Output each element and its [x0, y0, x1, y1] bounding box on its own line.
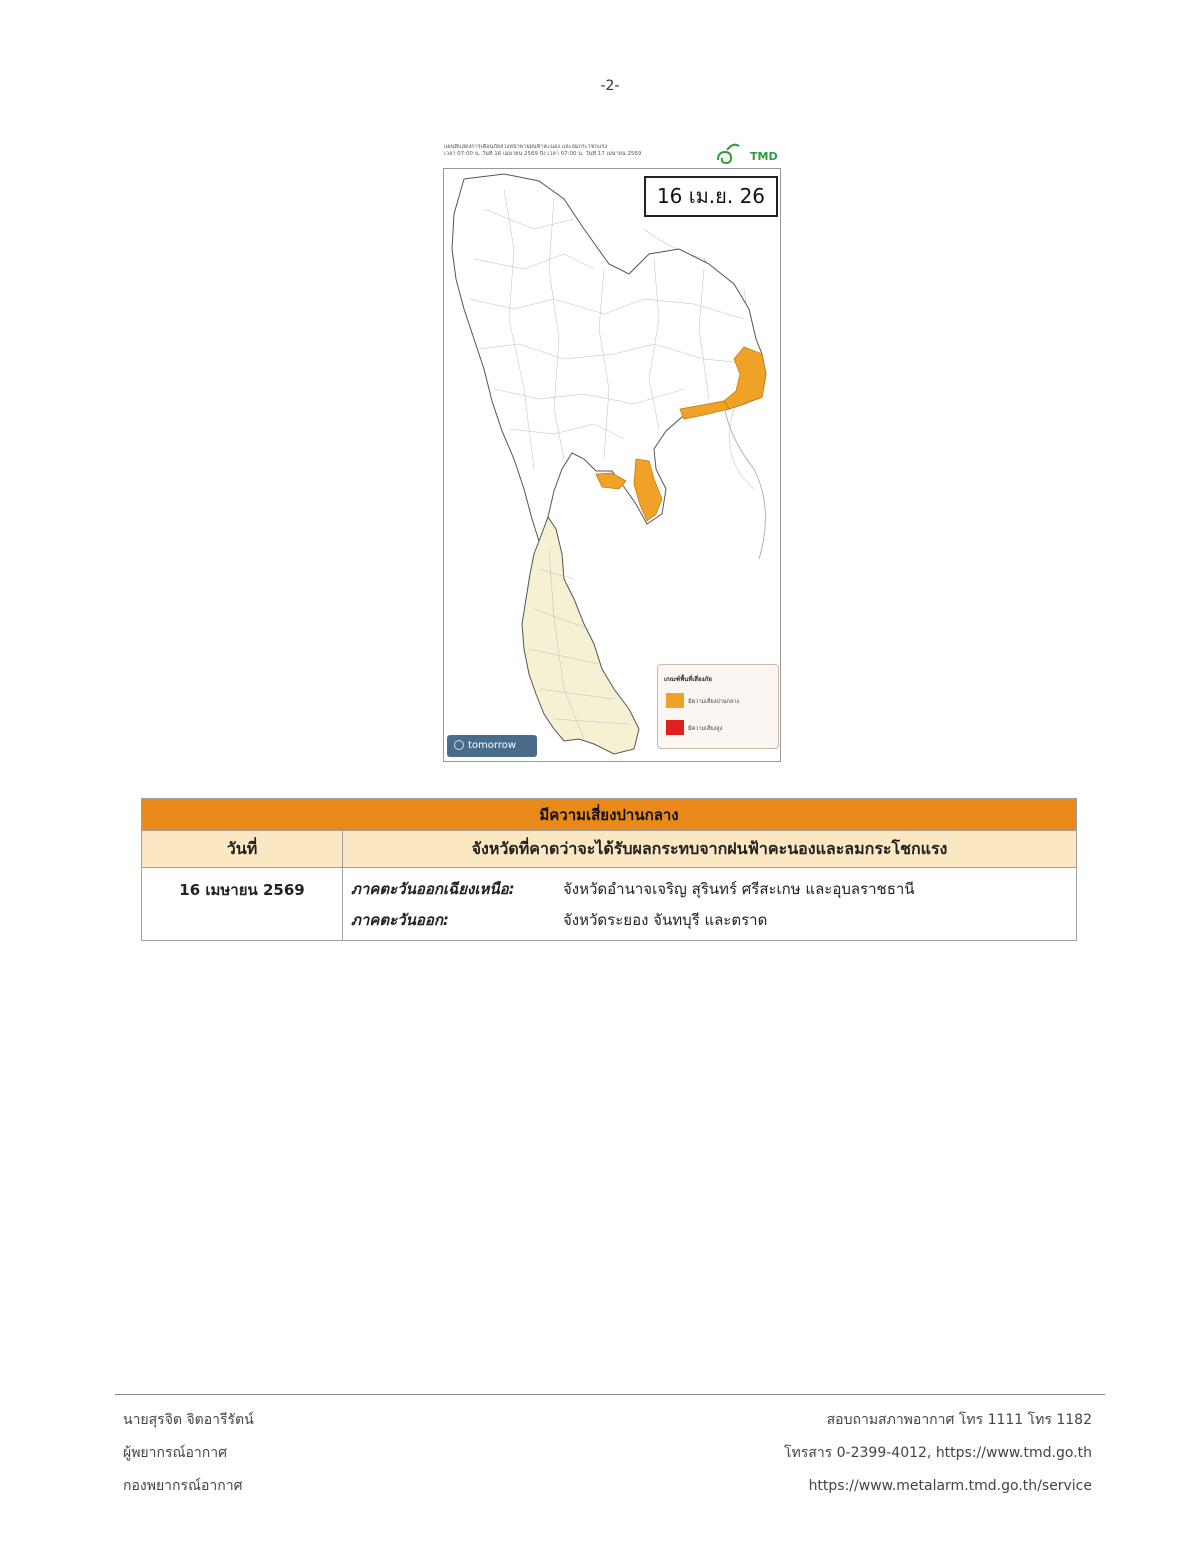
forecaster-title: ผู้พยากรณ์อากาศ [123, 1445, 227, 1461]
map-legend [657, 664, 779, 749]
thailand-map [443, 168, 781, 762]
contact-phone: สอบถามสภาพอากาศ โทร 1111 โทร 1182 [826, 1412, 1092, 1428]
legend-label-moderate: มีความเสี่ยงปานกลาง [688, 699, 740, 705]
table-row [142, 868, 1077, 941]
region-row [351, 905, 1068, 936]
tomorrow-badge-label: tomorrow [468, 740, 517, 751]
tomorrow-logo-icon [454, 740, 464, 750]
tmd-logo-icon [714, 140, 778, 166]
column-header-provinces: จังหวัดที่คาดว่าจะได้รับผลกระทบจากฝนฟ้าคะนองและลมกระโชกแรง [343, 831, 1077, 868]
region-name: ภาคตะวันออก: [351, 911, 449, 929]
legend-label-high: มีความเสี่ยงสูง [688, 726, 723, 732]
map-header-line: เวลา 07:00 น. วันที่ 16 เมษายน 2569 ถึง เวลา 07:00 น. วันที่ 17 เมษายน 2569 [444, 151, 642, 157]
tmd-logo-text: TMD [750, 150, 778, 163]
risk-level-banner: มีความเสี่ยงปานกลาง [142, 799, 1077, 831]
footer-signature [123, 1404, 254, 1503]
thailand-south-region [522, 517, 639, 754]
region-name: ภาคตะวันออกเฉียงเหนือ: [351, 880, 515, 898]
footer-divider [115, 1394, 1105, 1395]
column-header-date: วันที่ [142, 831, 343, 868]
page-number: -2- [600, 78, 620, 94]
row-details [343, 868, 1077, 941]
footer-contact [784, 1404, 1092, 1503]
forecaster-division: กองพยากรณ์อากาศ [123, 1478, 243, 1494]
region-row [351, 874, 1068, 905]
legend-title: เกณฑ์พื้นที่เสี่ยงภัย [664, 676, 712, 683]
forecaster-name: นายสุรจิต จิตอารีรัตน์ [123, 1412, 254, 1428]
region-provinces: จังหวัดระยอง จันทบุรี และตราด [563, 911, 768, 929]
risk-table [141, 798, 1077, 941]
map-header [444, 144, 734, 158]
contact-fax-website: โทรสาร 0-2399-4012, https://www.tmd.go.th [784, 1445, 1092, 1461]
contact-service-url: https://www.metalarm.tmd.go.th/service [808, 1478, 1092, 1494]
map-date-label: 16 เม.ย. 26 [644, 176, 778, 217]
map-header-line: แผนที่แสดงการเตือนภัยล่วงหน้าพายุฝนฟ้าคะนอง และลมกระโชกแรง [444, 144, 608, 150]
row-date: 16 เมษายน 2569 [142, 868, 343, 941]
region-provinces: จังหวัดอำนาจเจริญ สุรินทร์ ศรีสะเกษ และอุบลราชธานี [563, 880, 915, 898]
risk-map-figure [442, 140, 782, 762]
tomorrow-badge [447, 735, 537, 757]
legend-swatch-moderate [666, 693, 684, 708]
legend-swatch-high [666, 720, 684, 735]
